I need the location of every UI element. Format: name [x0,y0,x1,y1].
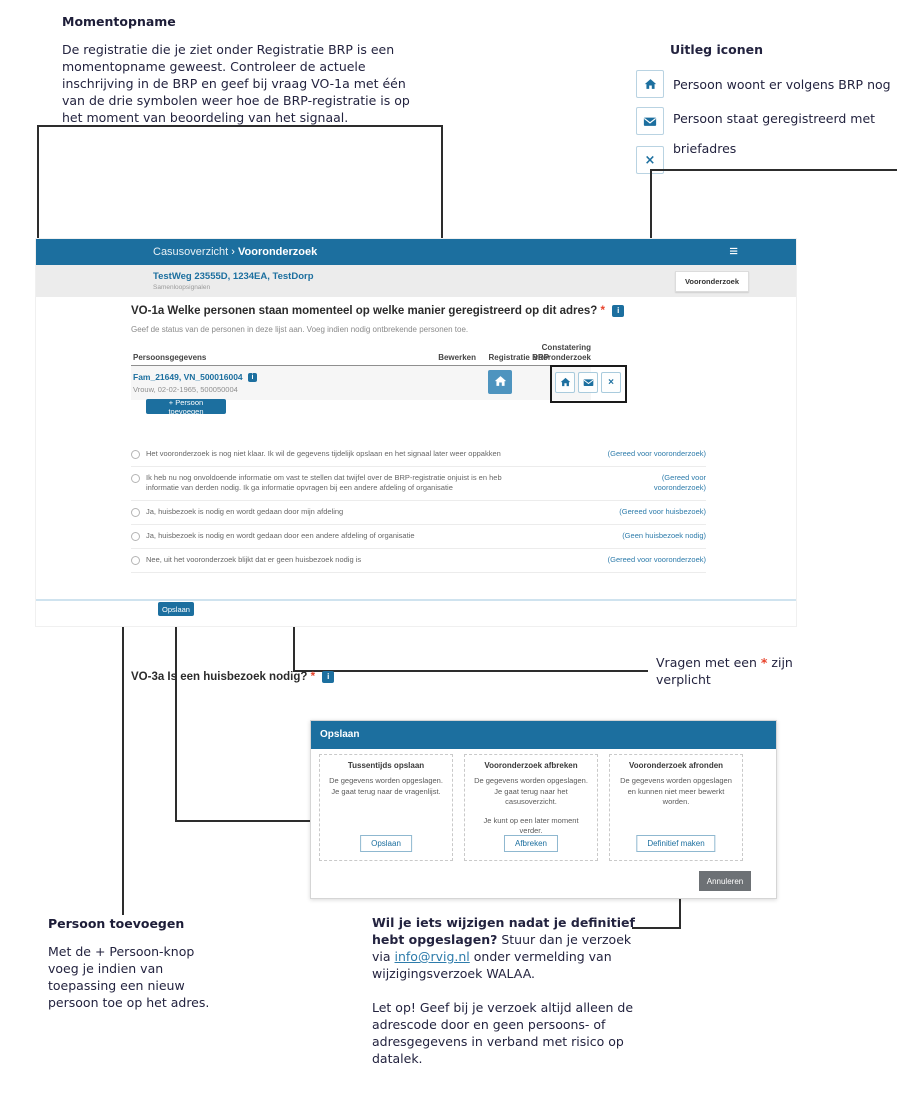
col-bewerken: Bewerken [438,353,476,362]
option-row [131,549,706,573]
info-icon[interactable]: i [322,671,334,683]
wijzigen-note [372,914,644,1067]
vooronderzoek-chip[interactable]: Vooronderzoek [675,271,749,292]
annotation-line [37,125,39,238]
x-icon: × [636,146,664,174]
address-text[interactable]: TestWeg 23555D, 1234EA, TestDorp [153,271,314,282]
option-text: Ja, huisbezoek is nodig en wordt gedaan door mijn afdeling [146,507,344,516]
app-header [36,239,796,265]
card-title: Vooronderzoek afronden [628,761,724,770]
dialog-card-afronden [609,754,743,861]
option-status: (Gereed voor vooronderzoek) [653,473,706,492]
person-name [133,372,257,382]
constatering-x-button[interactable] [601,372,621,393]
verplicht-note [656,654,816,688]
momentopname-title: Momentopname [62,14,176,29]
dialog-card-tussentijds [319,754,453,861]
col-persoonsgegevens: Persoonsgegevens [133,353,207,362]
verplicht-text-after: zijn verplicht [656,655,793,687]
legend-label-briefadres-2: briefadres [673,141,737,156]
vo1a-title-text: VO-1a Welke personen staan momenteel op welke manier geregistreerd op dit adres? [131,305,598,317]
envelope-icon [636,107,664,135]
option-row [131,501,706,525]
info-icon[interactable]: i [612,305,624,317]
person-details: Vrouw, 02-02-1965, 500050004 [133,385,238,394]
required-asterisk: * [600,305,606,317]
persoon-toevoegen-body: Met de + Persoon-knop voeg je indien van toepassing een nieuw persoon toe op het adres. [48,944,210,1010]
vo3a-title-text: VO-3a Is een huisbezoek nodig? [131,671,308,683]
annotation-line [175,614,177,822]
card-title: Vooronderzoek afbreken [484,761,578,770]
momentopname-note [62,14,430,126]
radio-button[interactable] [131,450,140,459]
add-person-button[interactable]: + Persoon toevoegen [146,399,226,414]
option-status: (Gereed voor vooronderzoek) [607,449,706,458]
verplicht-text-before: Vragen met een [656,655,761,670]
envelope-icon [583,375,594,390]
table-row [131,366,614,400]
dialog-title: Opslaan [320,729,360,740]
annotation-line [650,169,897,171]
constatering-home-button[interactable] [555,372,575,393]
afbreken-button[interactable]: Afbreken [504,835,558,852]
annotation-line [37,125,443,127]
radio-button[interactable] [131,474,140,483]
home-icon [494,375,507,390]
option-text: Het vooronderzoek is nog niet klaar. Ik wil de gegevens tijdelijk opslaan en het signaal later weer oppakken [146,449,501,458]
wijzigen-pre-link: Stuur dan je verzoek via [372,932,632,964]
radio-button[interactable] [131,508,140,517]
letop-text: Let op! Geef bij je verzoek altijd alleen de adrescode door en geen persoons- of adresgegevens in verband met risico op datalek. [372,1000,634,1066]
card-title: Tussentijds opslaan [347,761,425,770]
vo1a-heading [131,305,624,317]
app-subheader [36,265,796,297]
divider [36,599,796,601]
required-asterisk: * [760,655,768,670]
breadcrumb-current: Vooronderzoek [238,246,318,258]
table-header-row [131,339,591,366]
annuleren-button[interactable]: Annuleren [699,871,751,891]
definitief-maken-button[interactable]: Definitief maken [636,835,715,852]
vo1a-subtitle: Geef de status van de personen in deze lijst aan. Voeg indien nodig ontbrekende personen toe. [131,325,469,334]
person-info-icon[interactable]: i [248,373,257,382]
breadcrumb [153,246,317,258]
card-body: De gegevens worden opgeslagen en kunnen niet meer bewerkt worden. [620,776,732,806]
legend-label-briefadres-1: Persoon staat geregistreerd met [673,111,876,126]
uitleg-iconen-title: Uitleg iconen [670,42,764,57]
option-row [131,467,706,501]
home-icon [636,70,664,98]
person-name-text: Fam_21649, VN_500016004 [133,372,243,382]
opslaan-button[interactable]: Opslaan [360,835,412,852]
wijzigen-post-link: onder vermelding van wijzigingsverzoek WALAA. [372,949,612,981]
rvig-email-link[interactable]: info@rvig.nl [394,949,470,964]
col-registratie-brp: Registratie BRP [488,353,549,362]
breadcrumb-separator: › [231,246,235,258]
hamburger-menu-icon[interactable]: ≡ [729,243,738,260]
annotation-line [293,670,648,672]
address-subtitle: Samenloopsignalen [153,284,211,291]
dialog-header [311,721,776,749]
option-status: (Gereed voor vooronderzoek) [607,555,706,564]
option-text: Nee, uit het vooronderzoek blijkt dat er geen huisbezoek nodig is [146,555,362,564]
momentopname-body: De registratie die je ziet onder Registratie BRP is een momentopname geweest. Controleer de actuele inschrijving in de BRP en geef bij vraag VO-1a met één van de drie symbolen weer hoe de BRP-registratie is op het moment van beoordeling van het signaal. [62,42,410,125]
card-body: De gegevens worden opgeslagen. Je gaat terug naar het casusoverzicht. [474,776,588,806]
registratie-brp-home-button[interactable] [488,370,512,394]
constatering-envelope-button[interactable] [578,372,598,393]
dialog-card-afbreken [464,754,598,861]
radio-button[interactable] [131,556,140,565]
card-body: De gegevens worden opgeslagen. Je gaat terug naar de vragenlijst. [329,776,443,796]
wijzigen-bold: Wil je iets wijzigen nadat je definitief hebt opgeslagen? [372,915,635,947]
col-constatering: Constatering vooronderzoek [533,343,591,362]
persons-table [131,339,614,400]
breadcrumb-parent[interactable]: Casusoverzicht [153,246,229,258]
option-text: Ja, huisbezoek is nodig en wordt gedaan door een andere afdeling of organisatie [146,531,415,540]
option-row [131,525,706,549]
persoon-toevoegen-note [48,916,248,1011]
card-body-2: Je kunt op een later moment verder. [483,815,579,835]
opslaan-dialog [310,720,777,899]
annotation-line [175,820,310,822]
option-status: (Geen huisbezoek nodig) [622,531,706,540]
x-icon: × [608,377,614,388]
required-asterisk: * [310,671,316,683]
home-icon [560,375,571,390]
option-text: Ik heb nu nog onvoldoende informatie om vast te stellen dat twijfel over de BRP-registratie onjuist is en heb informatie van derden nodig. Ik ga informatie opvragen bij een andere afdeling of organisatie [146,473,502,492]
legend-label-home: Persoon woont er volgens BRP nog [673,77,891,92]
radio-button[interactable] [131,532,140,541]
vo3a-options [131,443,706,573]
persoon-toevoegen-title: Persoon toevoegen [48,916,185,931]
save-button[interactable]: Opslaan [158,602,194,616]
vo3a-heading [131,671,334,683]
option-status: (Gereed voor huisbezoek) [619,507,706,516]
option-row [131,443,706,467]
